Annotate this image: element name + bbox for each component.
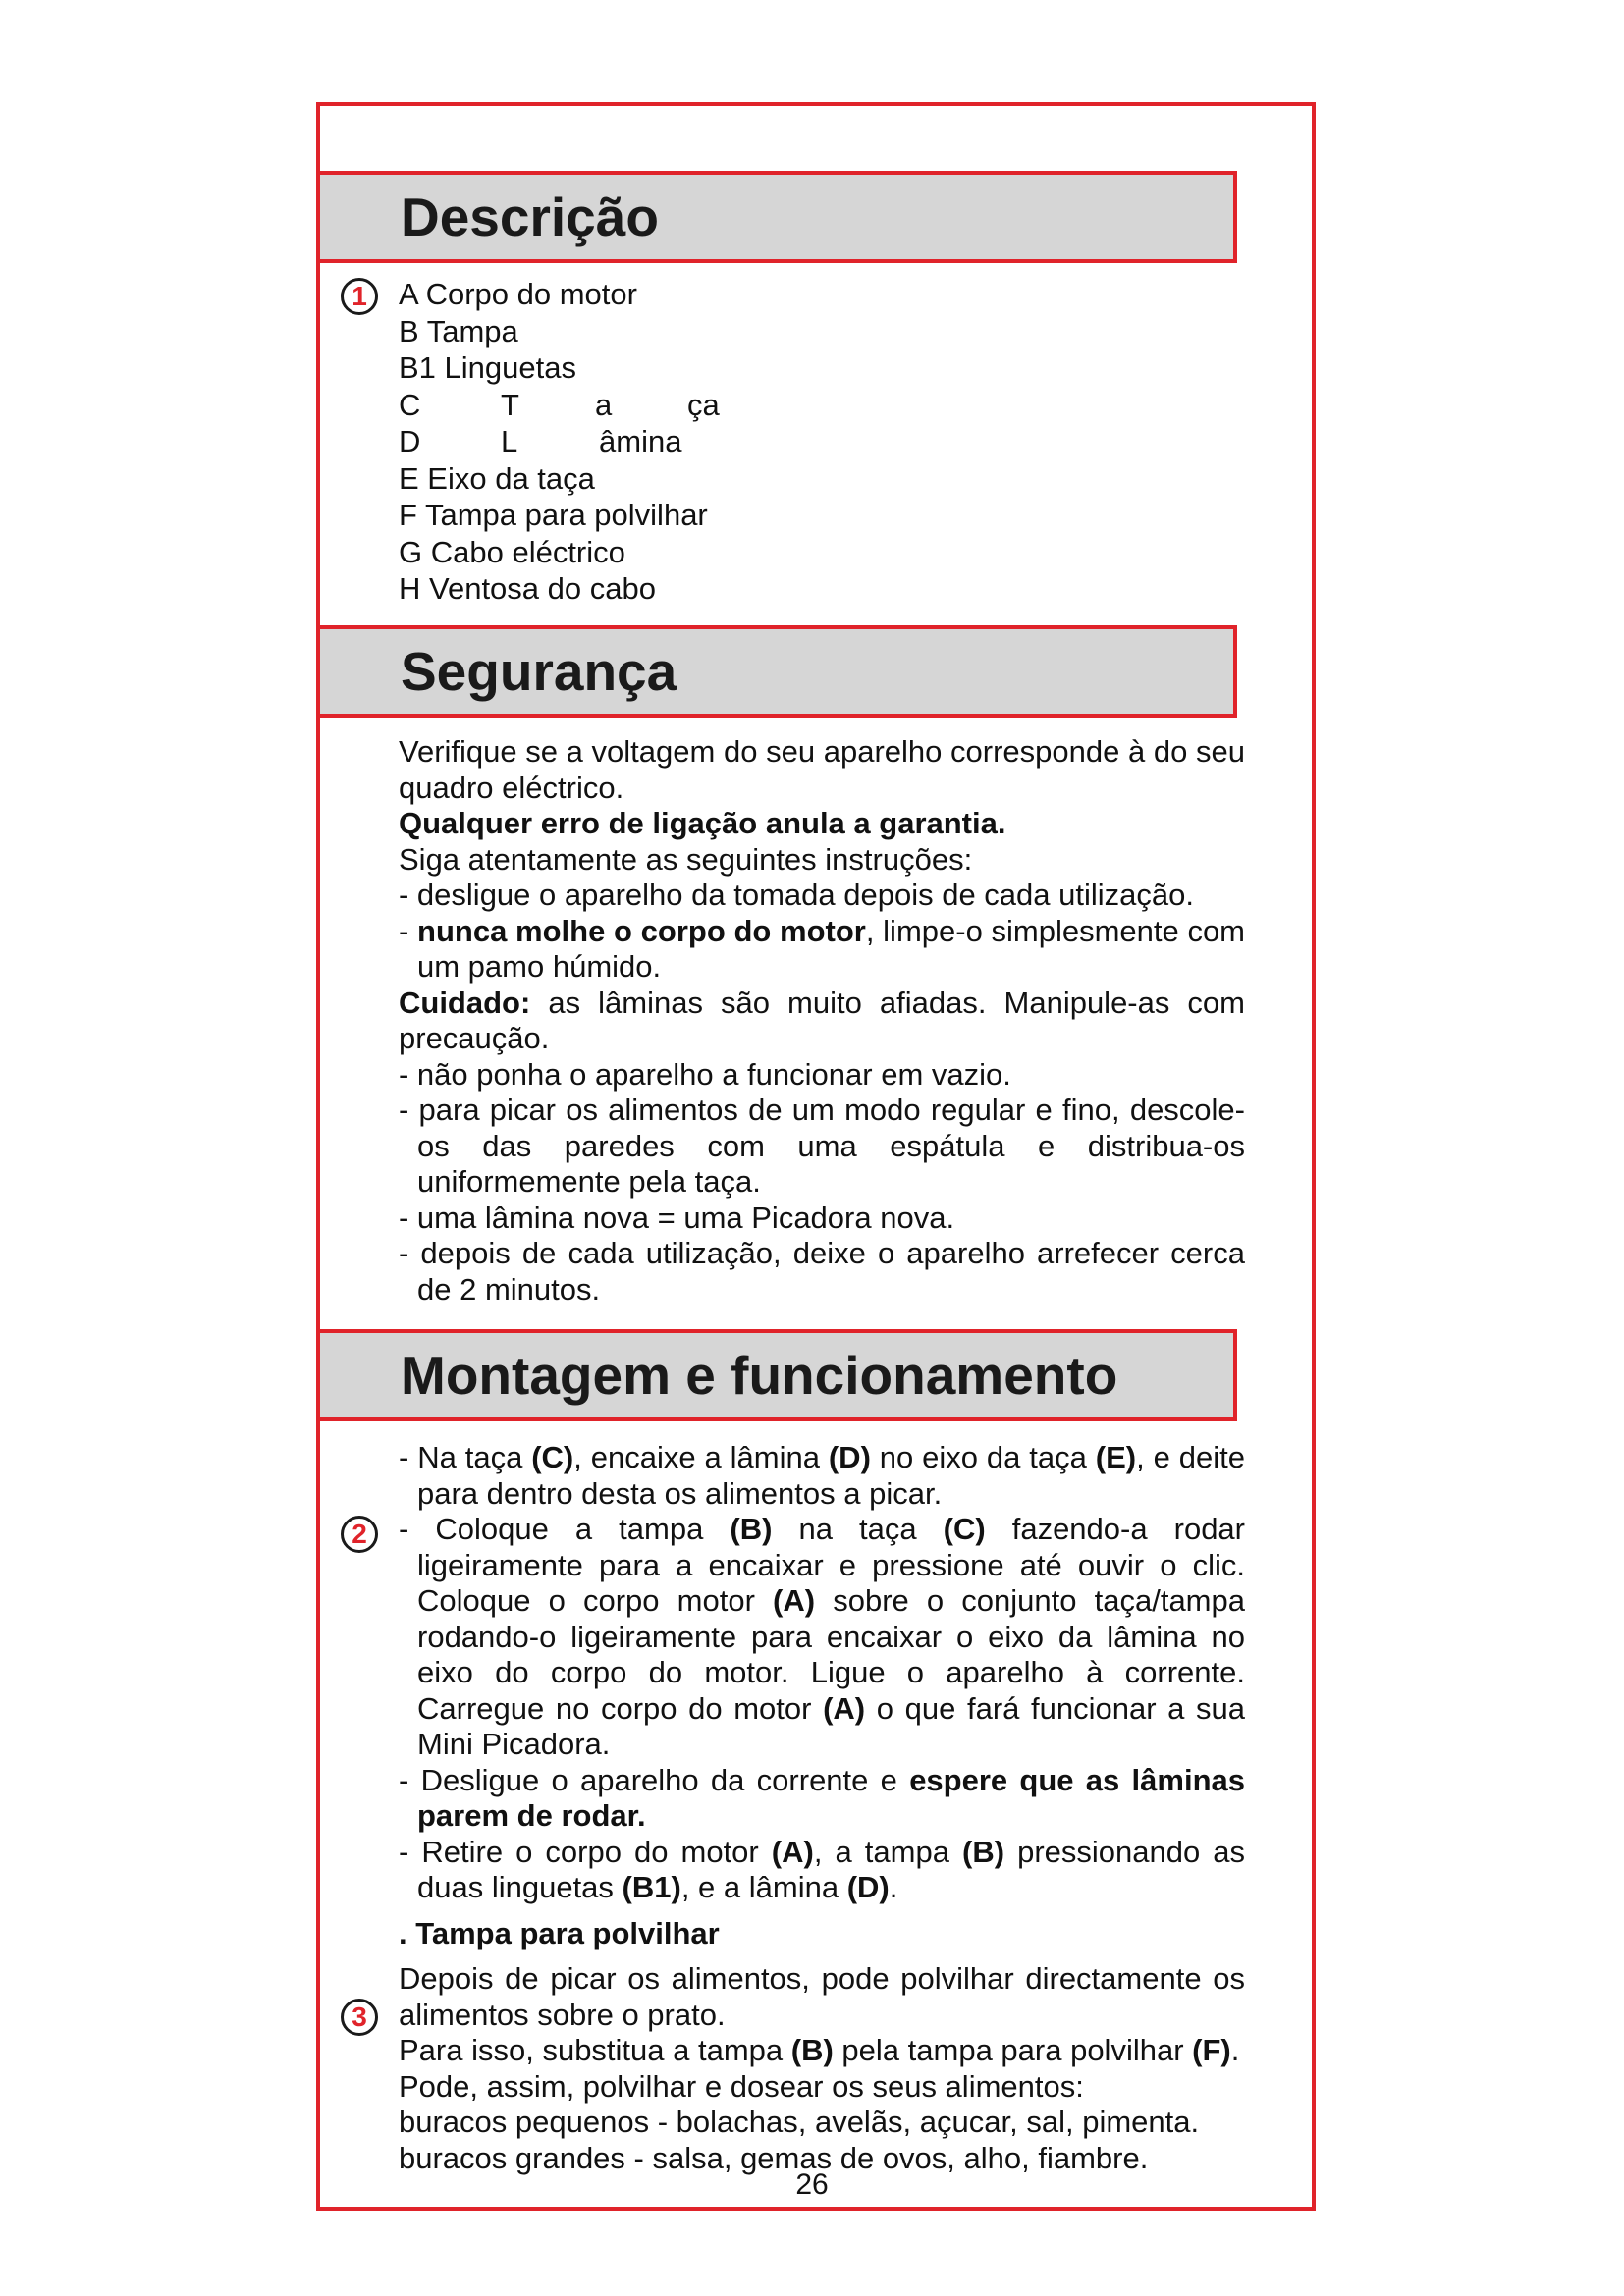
paragraph: Depois de picar os alimentos, pode polvilhar directamente os alimentos sobre o prato. — [399, 1961, 1245, 2032]
part-item: G Cabo eléctrico — [399, 534, 625, 569]
parts-list — [399, 277, 1245, 609]
paragraph: Pode, assim, polvilhar e dosear os seus alimentos: — [399, 2068, 1084, 2104]
section-title: Segurança — [401, 641, 677, 702]
step: - Desligue o aparelho da corrente e espere que as lâminas parem de rodar. — [399, 1762, 1246, 1833]
section-header-descricao — [316, 171, 1237, 263]
part-item: H Ventosa do cabo — [399, 571, 656, 606]
paragraph: buracos pequenos - bolachas, avelãs, açucar, sal, pimenta. — [399, 2105, 1200, 2139]
subsection-title: . Tampa para polvilhar — [399, 1915, 720, 1950]
part-item: C T a ça — [399, 387, 720, 422]
part-item: B Tampa — [399, 313, 518, 348]
section-header-seguranca — [316, 625, 1237, 718]
part-item: F Tampa para polvilhar — [399, 498, 708, 532]
bullet: - não ponha o aparelho a funcionar em vazio. — [399, 1056, 1011, 1092]
part-item: D L âmina — [399, 424, 682, 458]
bullet: - nunca molhe o corpo do motor, limpe-o simplesmente com um pamo húmido. — [399, 913, 1246, 984]
warning-text: Qualquer erro de ligação anula a garantia. — [399, 806, 1006, 840]
figure-badge-1: 1 — [341, 278, 378, 315]
figure-badge-3: 3 — [341, 1999, 378, 2036]
figure-badge-2: 2 — [341, 1516, 378, 1553]
bullet: - desligue o aparelho da tomada depois de cada utilização. — [399, 878, 1194, 912]
part-item: B1 Linguetas — [399, 350, 576, 385]
section-title: Montagem e funcionamento — [401, 1345, 1118, 1406]
page-number: 26 — [795, 2168, 829, 2201]
paragraph: Para isso, substitua a tampa (B) pela tampa para polvilhar (F). — [399, 2033, 1240, 2067]
section-header-montagem — [316, 1329, 1237, 1421]
caution-note: Cuidado: as lâminas são muito afiadas. Manipule-as com precaução. — [399, 985, 1245, 1055]
bullet: - uma lâmina nova = uma Picadora nova. — [399, 1200, 955, 1235]
step: - Coloque a tampa (B) na taça (C) fazendo-a rodar ligeiramente para a encaixar e pressione até ouvir o clic. Coloque o corpo motor (A) sobre o conjunto taça/tampa rodando-o ligeiramente para encaixar o eixo da lâmina no eixo do corpo do motor. Ligue o aparelho à corrente. Carregue no corpo do motor (A) o que fará funcionar a sua Mini Picadora. — [399, 1512, 1246, 1761]
part-item: E Eixo da taça — [399, 460, 595, 496]
paragraph: buracos grandes - salsa, gemas de ovos, alho, fiambre. — [399, 2140, 1149, 2175]
part-item: A Corpo do motor — [399, 277, 637, 311]
paragraph: Siga atentamente as seguintes instruções: — [399, 841, 973, 877]
paragraph: Verifique se a voltagem do seu aparelho corresponde à do seu quadro eléctrico. — [399, 734, 1245, 805]
step: - Na taça (C), encaixe a lâmina (D) no eixo da taça (E), e deite para dentro desta os alimentos a picar. — [399, 1440, 1245, 1511]
safety-text — [399, 734, 1245, 1308]
step: - Retire o corpo do motor (A), a tampa (B) pressionando as duas linguetas (B1), e a lâmina (D). — [399, 1834, 1246, 1904]
assembly-text — [399, 1440, 1245, 2176]
bullet: - para picar os alimentos de um modo regular e fino, descole-os das paredes com uma espátula e distribua-os uniformemente pela taça. — [399, 1093, 1245, 1199]
section-title: Descrição — [401, 187, 659, 247]
bullet: - depois de cada utilização, deixe o aparelho arrefecer cerca de 2 minutos. — [399, 1236, 1245, 1307]
